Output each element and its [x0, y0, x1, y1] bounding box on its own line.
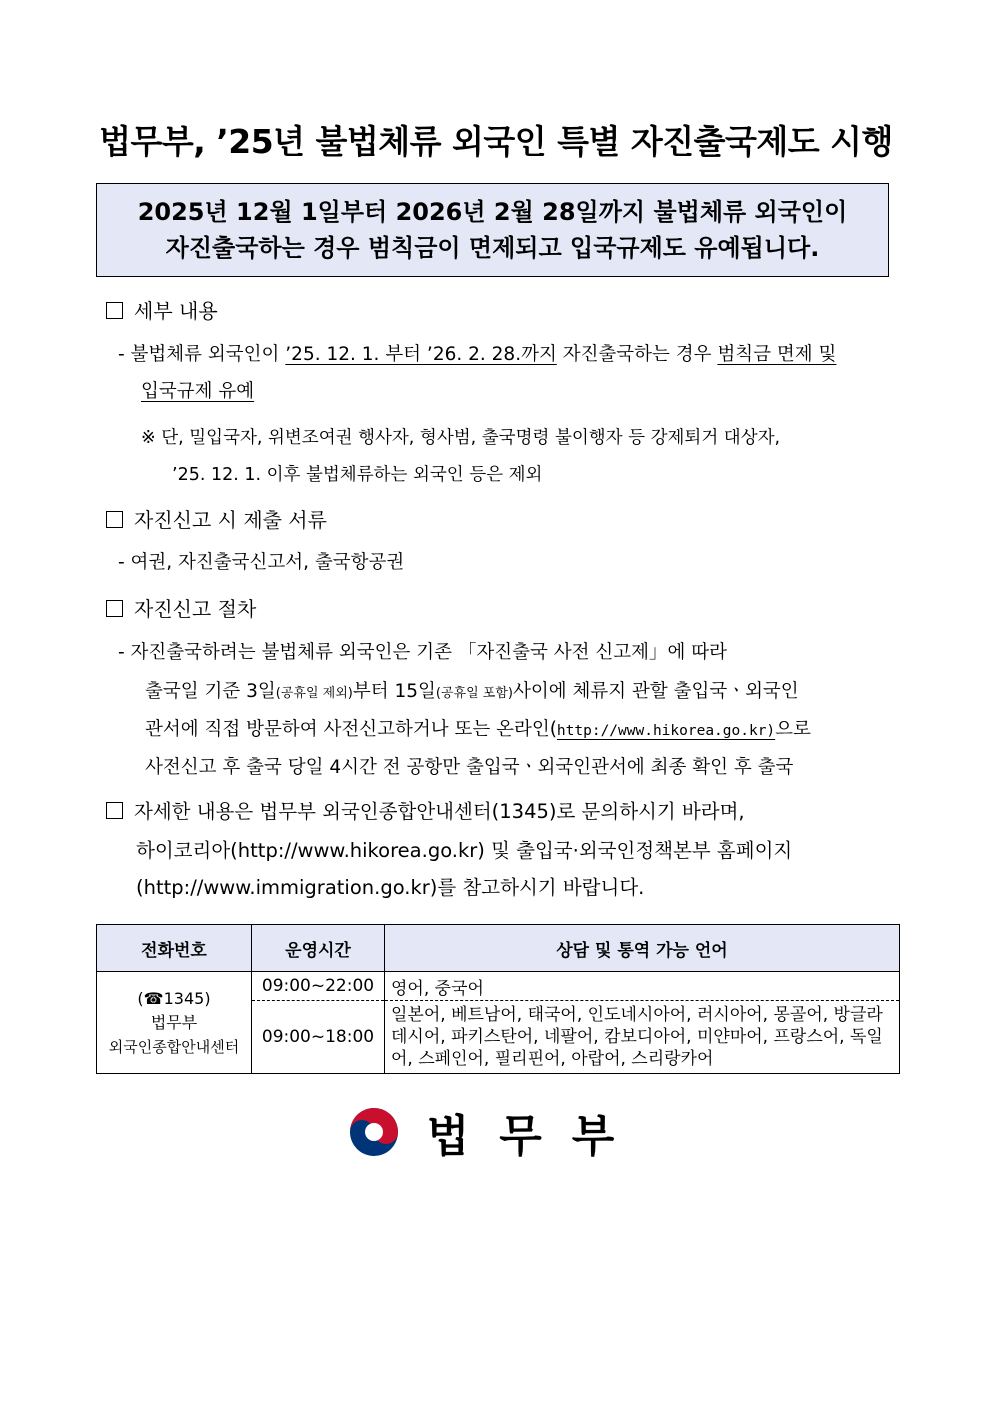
- text-segment-small: (공휴일 제외): [275, 686, 353, 701]
- text-segment: 부터 15일: [352, 681, 436, 702]
- hours-cell: 09:00~22:00: [252, 972, 385, 1001]
- table-header-row: [97, 925, 900, 972]
- summary-line-2: 자진출국하는 경우 범칙금이 면제되고 입국규제도 유예됩니다.: [165, 234, 820, 262]
- section-documents-heading: [106, 505, 327, 535]
- text-segment: 관서에 직접 방문하여 사전신고하거나 또는 온라인(: [145, 719, 557, 740]
- section-details-heading: [106, 296, 218, 326]
- org-name: 법무부: [150, 1012, 198, 1032]
- text-segment-small: (공휴일 포함): [435, 686, 513, 701]
- text-segment: 으로: [775, 719, 811, 740]
- summary-line-1: 2025년 12월 1일부터 2026년 2월 28일까지 불법체류 외국인이: [137, 198, 848, 226]
- contact-text: 자세한 내용은 법무부 외국인종합안내센터(1345)로 문의하시기 바라며,: [134, 800, 745, 823]
- checkbox-square-icon: [106, 802, 123, 819]
- details-bullet-line-1: [118, 340, 836, 370]
- checkbox-square-icon: [106, 600, 123, 617]
- text-segment: 자진출국하는 경우: [556, 344, 718, 365]
- section-heading-text: 자진신고 시 제출 서류: [134, 508, 327, 532]
- summary-box: [96, 183, 889, 277]
- checkbox-square-icon: [106, 302, 123, 319]
- page-title: 법무부, ’25년 불법체류 외국인 특별 자진출국제도 시행: [99, 122, 893, 161]
- exclusion-note-line-1: ※ 단, 밀입국자, 위변조여권 행사자, 형사범, 출국명령 불이행자 등 강제퇴거 대상자,: [141, 428, 781, 448]
- center-name: 외국인종합안내센터: [108, 1037, 240, 1056]
- checkbox-square-icon: [106, 511, 123, 528]
- benefit-underlined: 범칙금 면제 및: [717, 344, 837, 365]
- contact-table: [96, 924, 900, 1074]
- procedure-line-1: - 자진출국하려는 불법체류 외국인은 기존 「자진출국 사전 신고제」에 따라: [118, 642, 727, 663]
- benefit-underlined-cont: 입국규제 유예: [141, 381, 255, 402]
- languages-cell: 영어, 중국어: [385, 972, 900, 1001]
- documents-bullet: - 여권, 자진출국신고서, 출국항공권: [118, 552, 405, 573]
- section-procedure-heading: [106, 594, 256, 624]
- languages-cell: 일본어, 베트남어, 태국어, 인도네시아어, 러시아어, 몽골어, 방글라데시어, 파키스탄어, 네팔어, 캄보디아어, 미얀마어, 프랑스어, 독일어, 스페인어, 필리핀어, 아랍어, 스리랑카어: [385, 1001, 900, 1074]
- contact-info-line-2: 하이코리아(http://www.hikorea.go.kr) 및 출입국·외국인정책본부 홈페이지: [136, 839, 793, 862]
- text-segment: 사이에 체류지 관할 출입국ㆍ외국인: [512, 681, 799, 702]
- taegeuk-emblem-icon: [348, 1106, 400, 1158]
- period-underlined: ’25. 12. 1. 부터 ’26. 2. 28.까지: [285, 344, 557, 365]
- contact-info-line-1: [106, 797, 745, 827]
- ministry-name: 법무부: [426, 1111, 645, 1162]
- section-heading-text: 세부 내용: [134, 299, 218, 323]
- details-bullet-line-2: [141, 377, 254, 407]
- phone-number[interactable]: (☎1345): [137, 988, 211, 1008]
- procedure-line-2: [145, 677, 799, 709]
- table-header: 상담 및 통역 가능 언어: [385, 925, 900, 972]
- hours-cell: 09:00~18:00: [252, 1001, 385, 1074]
- table-header: 운영시간: [252, 925, 385, 972]
- section-heading-text: 자진신고 절차: [134, 597, 257, 621]
- procedure-line-4: 사전신고 후 출국 당일 4시간 전 공항만 출입국ㆍ외국인관서에 최종 확인 후 출국: [145, 757, 794, 778]
- table-header: 전화번호: [97, 925, 252, 972]
- ministry-logo: [0, 1100, 992, 1162]
- procedure-line-3: [145, 715, 811, 746]
- contact-info-line-3: (http://www.immigration.go.kr)를 참고하시기 바랍니다.: [136, 876, 645, 899]
- text-segment: 출국일 기준 3일: [145, 681, 276, 702]
- hikorea-link[interactable]: http://www.hikorea.go.kr): [556, 723, 776, 739]
- table-row: [97, 972, 900, 1001]
- text-segment: - 불법체류 외국인이: [118, 344, 286, 365]
- exclusion-note-line-2: ’25. 12. 1. 이후 불법체류하는 외국인 등은 제외: [172, 465, 543, 485]
- phone-cell: [97, 972, 252, 1074]
